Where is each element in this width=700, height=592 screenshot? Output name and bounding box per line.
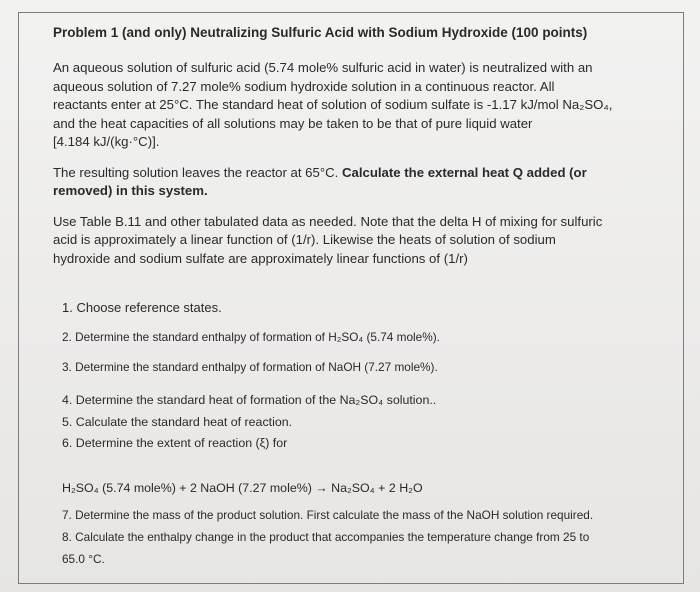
- hint-line: Use Table B.11 and other tabulated data as needed. Note that the delta H of mixing for sulfuric: [53, 213, 603, 229]
- statement-line: aqueous solution of 7.27 mole% sodium hydroxide solution in a continuous reactor. All: [53, 78, 555, 94]
- hint-line: hydroxide and sodium sulfate are approximately linear functions of (1/r): [53, 250, 468, 266]
- hint-paragraph: [53, 213, 673, 269]
- problem-statement: [53, 59, 673, 152]
- step-8-continued: 65.0 °C.: [62, 552, 105, 566]
- statement-line: An aqueous solution of sulfuric acid (5.74 mole% sulfuric acid in water) is neutralized with an: [53, 60, 593, 75]
- task-bold-text: Calculate the external heat Q added (or: [341, 164, 587, 180]
- step-6: 6. Determine the extent of reaction (ξ) for: [62, 436, 288, 450]
- step-3: 3. Determine the standard enthalpy of formation of NaOH (7.27 mole%).: [62, 360, 438, 374]
- problem-content: [53, 24, 673, 280]
- task-statement: [53, 164, 673, 201]
- hint-line: acid is approximately a linear function of (1/r). Likewise the heats of solution of sodium: [53, 232, 556, 247]
- statement-line: and the heat capacities of all solutions may be taken to be that of pure liquid water: [53, 115, 533, 131]
- task-line: [53, 164, 673, 183]
- reaction-equation: H₂SO₄ (5.74 mole%) + 2 NaOH (7.27 mole%) → Na₂SO₄ + 2 H₂O: [62, 481, 423, 495]
- statement-line: reactants enter at 25°C. The standard heat of solution of sodium sulfate is -1.17 kJ/mol Na₂SO₄,: [53, 97, 613, 112]
- step-4: 4. Determine the standard heat of formation of the Na₂SO₄ solution..: [62, 393, 437, 407]
- problem-title: Problem 1 (and only) Neutralizing Sulfuric Acid with Sodium Hydroxide (100 points): [53, 25, 588, 40]
- step-7: 7. Determine the mass of the product solution. First calculate the mass of the NaOH solution required.: [62, 508, 594, 522]
- step-1: 1. Choose reference states.: [62, 300, 222, 315]
- step-2: 2. Determine the standard enthalpy of formation of H₂SO₄ (5.74 mole%).: [62, 330, 440, 344]
- step-8: 8. Calculate the enthalpy change in the product that accompanies the temperature change from 25 to: [62, 530, 590, 544]
- step-5: 5. Calculate the standard heat of reaction.: [62, 415, 293, 429]
- task-bold-line: removed) in this system.: [53, 183, 208, 198]
- task-normal-text: The resulting solution leaves the reactor at 65°C.: [53, 164, 339, 180]
- statement-line: [4.184 kJ/(kg·°C)].: [53, 134, 160, 149]
